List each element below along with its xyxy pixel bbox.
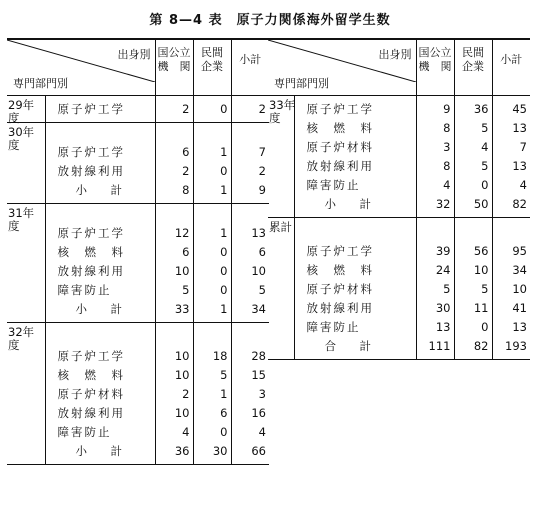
value-cell: 36: [174, 444, 190, 458]
value-cell: 10: [251, 264, 266, 278]
header-row: [268, 39, 530, 96]
value-cell: 33: [174, 302, 190, 316]
dept-name: 原子炉材料: [57, 387, 125, 401]
private-column: [454, 96, 492, 218]
year-suffix: 度: [269, 111, 281, 125]
value-cell: 11: [473, 301, 489, 315]
public-column: [155, 96, 193, 123]
value-cell: 34: [512, 263, 527, 277]
value-cell: 10: [512, 282, 527, 296]
value-cell: 13: [512, 159, 527, 173]
subtotal-column: [492, 218, 530, 360]
private-column: [193, 96, 231, 123]
value-cell: 0: [220, 245, 228, 259]
value-cell: 2: [258, 102, 266, 116]
value-cell: 8: [443, 121, 451, 135]
value-cell: 12: [174, 226, 190, 240]
table-title: 第 8—4 表 原子力関係海外留学生数: [149, 13, 391, 28]
dept-name: 原子炉工学: [57, 102, 125, 116]
value-cell: 10: [174, 368, 190, 382]
dept-name: 原子炉工学: [306, 244, 374, 258]
public-column: [155, 323, 193, 465]
origin-label: 出身別: [117, 48, 151, 61]
dept-name: 核 燃 料: [57, 368, 125, 382]
value-cell: 0: [481, 178, 489, 192]
value-cell: 2: [182, 102, 190, 116]
dept-name: 原子炉材料: [306, 140, 374, 154]
dept-name: 原子炉工学: [306, 102, 374, 116]
col-subtotal-header: 小計: [492, 39, 530, 96]
dept-column: [45, 204, 155, 323]
value-cell: 56: [473, 244, 489, 258]
value-cell: 2: [182, 164, 190, 178]
col-private-header: 民間 企業: [454, 39, 492, 96]
dept-name: 障害防止: [306, 320, 361, 334]
value-cell: 32: [435, 197, 451, 211]
year-label: 33年: [269, 98, 296, 112]
value-cell: 1: [220, 302, 228, 316]
value-cell: 13: [251, 226, 266, 240]
dept-name: 障害防止: [306, 178, 361, 192]
value-cell: 13: [435, 320, 451, 334]
value-cell: 18: [212, 349, 228, 363]
value-cell: 4: [443, 178, 451, 192]
dept-name: 放射線利用: [57, 164, 125, 178]
dept-name: 原子炉工学: [57, 145, 125, 159]
public-column: [155, 123, 193, 204]
value-cell: 13: [512, 320, 527, 334]
year-block: [7, 204, 269, 323]
subtotal-column: [231, 96, 269, 123]
value-cell: 6: [220, 406, 228, 420]
year-cell: [7, 96, 45, 123]
dept-name: 障害防止: [57, 283, 112, 297]
subtotal-column: [231, 123, 269, 204]
dept-name: 核 燃 料: [57, 245, 125, 259]
value-cell: 30: [435, 301, 451, 315]
value-cell: 82: [512, 197, 527, 211]
value-cell: 0: [220, 102, 228, 116]
dept-name: 小 計: [324, 197, 377, 211]
year-suffix: 度: [8, 111, 20, 125]
value-cell: 6: [258, 245, 266, 259]
subtotal-column: [231, 204, 269, 323]
year-label: 29年: [8, 98, 35, 112]
private-column: [193, 123, 231, 204]
value-cell: 8: [443, 159, 451, 173]
value-cell: 28: [251, 349, 266, 363]
value-cell: 4: [481, 140, 489, 154]
value-cell: 10: [473, 263, 489, 277]
dept-name: 小 計: [75, 302, 128, 316]
value-cell: 13: [512, 121, 527, 135]
value-cell: 50: [473, 197, 489, 211]
value-cell: 1: [220, 387, 228, 401]
dept-name: 原子炉工学: [57, 226, 125, 240]
header-row: [7, 39, 269, 96]
value-cell: 2: [258, 164, 266, 178]
dept-label: 専門部門別: [13, 77, 68, 90]
year-label: 30年: [8, 125, 35, 139]
value-cell: 5: [182, 283, 190, 297]
value-cell: 45: [512, 102, 527, 116]
value-cell: 41: [512, 301, 527, 315]
dept-name: 障害防止: [57, 425, 112, 439]
year-suffix: 度: [8, 138, 20, 152]
value-cell: 6: [182, 145, 190, 159]
value-cell: 0: [481, 320, 489, 334]
dept-name: 核 燃 料: [306, 121, 374, 135]
value-cell: 34: [251, 302, 266, 316]
value-cell: 10: [174, 349, 190, 363]
value-cell: 111: [428, 339, 451, 353]
dept-name: 原子炉工学: [57, 349, 125, 363]
dept-name: 放射線利用: [57, 406, 125, 420]
dept-column: [45, 96, 155, 123]
year-cell: [7, 123, 45, 204]
value-cell: 7: [519, 140, 527, 154]
value-cell: 1: [220, 145, 228, 159]
dept-column: [45, 123, 155, 204]
subtotal-column: [492, 96, 530, 218]
subtotal-column: [231, 323, 269, 465]
value-cell: 10: [174, 406, 190, 420]
year-block: [7, 123, 269, 204]
value-cell: 5: [443, 282, 451, 296]
value-cell: 5: [481, 159, 489, 173]
year-label: 31年: [8, 206, 35, 220]
value-cell: 66: [251, 444, 266, 458]
value-cell: 5: [220, 368, 228, 382]
value-cell: 6: [182, 245, 190, 259]
dept-name: 合 計: [324, 339, 377, 353]
year-block: [7, 96, 269, 123]
value-cell: 5: [258, 283, 266, 297]
private-column: [454, 218, 492, 360]
public-column: [155, 204, 193, 323]
col-private-header: 民間 企業: [193, 39, 231, 96]
col-public-header: 国公立 機 関: [155, 39, 193, 96]
value-cell: 24: [435, 263, 451, 277]
dept-column: [294, 96, 416, 218]
value-cell: 95: [512, 244, 527, 258]
value-cell: 30: [212, 444, 228, 458]
year-block: [268, 218, 530, 360]
year-label: 32年: [8, 325, 35, 339]
dept-column: [45, 323, 155, 465]
year-suffix: 度: [8, 338, 20, 352]
private-column: [193, 204, 231, 323]
value-cell: 8: [182, 183, 190, 197]
value-cell: 0: [220, 425, 228, 439]
value-cell: 5: [481, 121, 489, 135]
year-cell: [7, 323, 45, 465]
value-cell: 0: [220, 283, 228, 297]
year-cell: [268, 96, 294, 218]
value-cell: 4: [258, 425, 266, 439]
corner-header: [268, 39, 416, 96]
value-cell: 5: [481, 282, 489, 296]
dept-column: [294, 218, 416, 360]
dept-name: 放射線利用: [57, 264, 125, 278]
value-cell: 3: [258, 387, 266, 401]
value-cell: 1: [220, 226, 228, 240]
value-cell: 7: [258, 145, 266, 159]
year-block: [7, 323, 269, 465]
dept-name: 核 燃 料: [306, 263, 374, 277]
value-cell: 2: [182, 387, 190, 401]
dept-name: 小 計: [75, 444, 128, 458]
dept-name: 原子炉材料: [306, 282, 374, 296]
value-cell: 9: [443, 102, 451, 116]
value-cell: 16: [251, 406, 266, 420]
dept-name: 小 計: [75, 183, 128, 197]
year-suffix: 度: [8, 219, 20, 233]
year-cell: [7, 204, 45, 323]
value-cell: 9: [258, 183, 266, 197]
year-block: [268, 96, 530, 218]
public-column: [416, 218, 454, 360]
value-cell: 4: [182, 425, 190, 439]
year-cell: [268, 218, 294, 360]
dept-label: 専門部門別: [274, 77, 329, 90]
value-cell: 10: [174, 264, 190, 278]
value-cell: 3: [443, 140, 451, 154]
col-public-header: 国公立 機 関: [416, 39, 454, 96]
value-cell: 0: [220, 264, 228, 278]
value-cell: 82: [473, 339, 489, 353]
origin-label: 出身別: [378, 48, 412, 61]
value-cell: 36: [473, 102, 489, 116]
value-cell: 39: [435, 244, 451, 258]
value-cell: 4: [519, 178, 527, 192]
dept-name: 放射線利用: [306, 159, 374, 173]
value-cell: 15: [251, 368, 266, 382]
year-label: 累計: [269, 220, 292, 234]
value-cell: 193: [505, 339, 527, 353]
value-cell: 0: [220, 164, 228, 178]
dept-name: 放射線利用: [306, 301, 374, 315]
corner-header: [7, 39, 155, 96]
left-table: [7, 38, 269, 465]
right-table: [268, 38, 530, 360]
value-cell: 1: [220, 183, 228, 197]
public-column: [416, 96, 454, 218]
col-subtotal-header: 小計: [231, 39, 269, 96]
private-column: [193, 323, 231, 465]
